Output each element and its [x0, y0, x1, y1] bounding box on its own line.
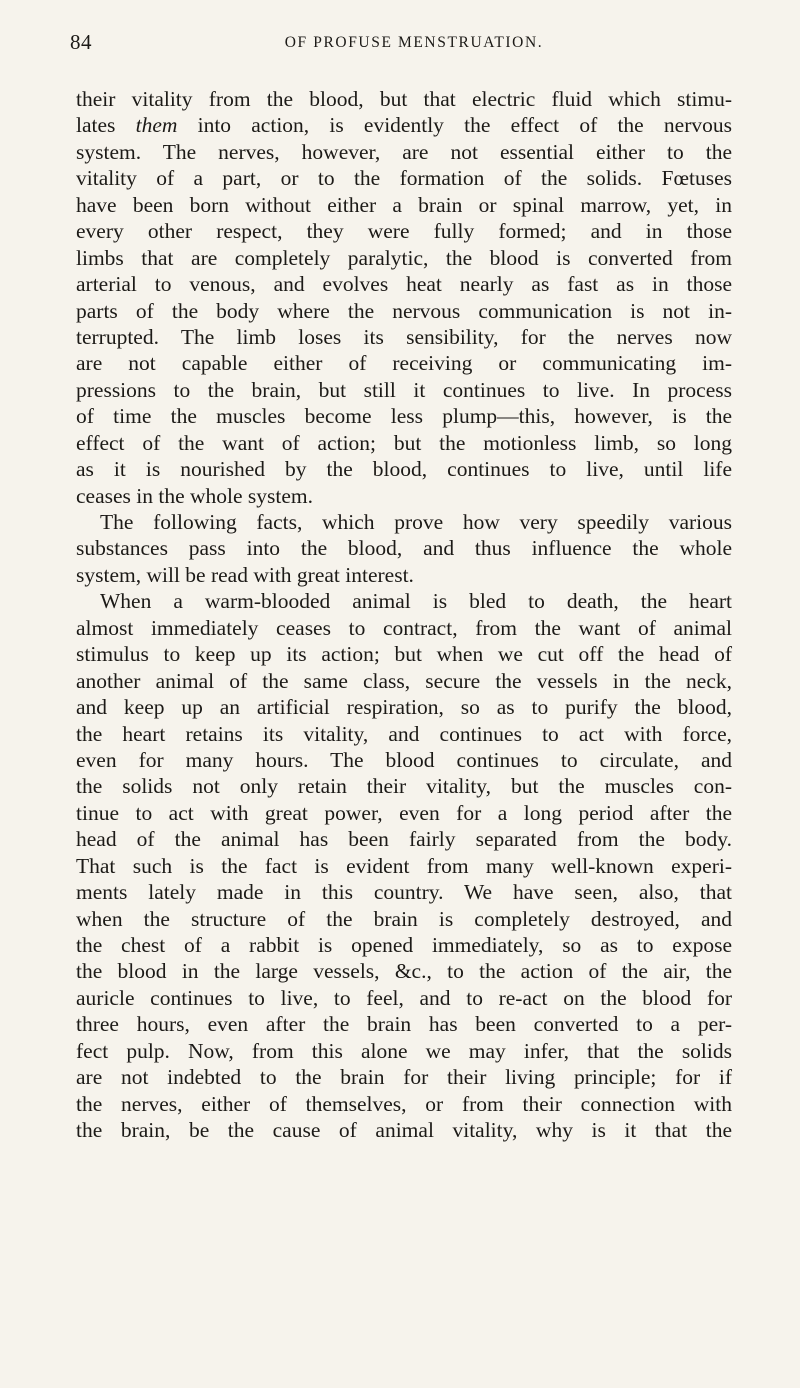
- text-line: ceases in the whole system.: [76, 483, 314, 508]
- text-line: the solids not only retain their vitality, but the muscles con-: [76, 774, 732, 799]
- text-line: [76, 112, 732, 138]
- text-line: head of the animal has been fairly separated from the body.: [76, 827, 732, 852]
- emphasized-word: them: [135, 113, 178, 138]
- text-line: the chest of a rabbit is opened immediately, so as to expose: [76, 933, 732, 957]
- text-line: vitality of a part, or to the formation of the solids. Fœtuses: [76, 166, 732, 191]
- text-line: even for many hours. The blood continues to circulate, and: [76, 747, 732, 772]
- text-line: arterial to venous, and evolves heat nearly as fast as in those: [76, 272, 732, 297]
- text-line: of time the muscles become less plump—this, however, is the: [76, 404, 732, 429]
- text-line: almost immediately ceases to contract, from the want of animal: [76, 615, 732, 640]
- text-line: system, will be read with great interest.: [76, 562, 414, 587]
- text-line: the nerves, either of themselves, or from their connection with: [76, 1091, 732, 1116]
- text-line: That such is the fact is evident from many well-known experi-: [76, 853, 732, 878]
- text-line: stimulus to keep up its action; but when we cut off the head of: [76, 642, 732, 667]
- text-line: every other respect, they were fully formed; and in those: [76, 219, 732, 244]
- body-text: [76, 86, 732, 1144]
- text-line: When a warm-blooded animal is bled to death, the heart: [100, 589, 732, 614]
- text-line: the blood in the large vessels, &c., to the action of the air, the: [76, 959, 732, 984]
- text-line: effect of the want of action; but the motionless limb, so long: [76, 430, 732, 455]
- text-line: as it is nourished by the blood, continues to live, until life: [76, 457, 732, 482]
- text-line: fect pulp. Now, from this alone we may infer, that the solids: [76, 1038, 732, 1063]
- text-segment: into action, is evidently the effect of the nervous: [177, 113, 732, 138]
- running-head: OF PROFUSE MENSTRUATION.: [284, 34, 544, 51]
- text-line: the brain, be the cause of animal vitality, why is it that the: [76, 1118, 732, 1143]
- text-line: pressions to the brain, but still it continues to live. In process: [76, 377, 732, 402]
- text-line: system. The nerves, however, are not essential either to the: [76, 139, 732, 164]
- text-line: parts of the body where the nervous communication is not in-: [76, 298, 732, 323]
- text-line: limbs that are completely paralytic, the blood is converted from: [76, 245, 732, 270]
- text-line: their vitality from the blood, but that electric fluid which stimu-: [76, 87, 732, 111]
- text-line: are not indebted to the brain for their living principle; for if: [76, 1065, 732, 1090]
- page-header: [70, 30, 732, 64]
- text-line: auricle continues to live, to feel, and to re-act on the blood for: [76, 985, 732, 1010]
- book-page: [70, 30, 732, 1144]
- text-line: three hours, even after the brain has been converted to a per-: [76, 1012, 732, 1037]
- page-number: 84: [70, 30, 92, 54]
- text-segment: lates: [76, 113, 136, 138]
- text-line: are not capable either of receiving or communicating im-: [76, 351, 732, 376]
- text-line: the heart retains its vitality, and continues to act with force,: [76, 721, 732, 746]
- text-line: and keep up an artificial respiration, so as to purify the blood,: [76, 695, 732, 720]
- text-line: when the structure of the brain is completely destroyed, and: [76, 906, 732, 931]
- text-line: another animal of the same class, secure the vessels in the neck,: [76, 668, 732, 693]
- text-line: terrupted. The limb loses its sensibility, for the nerves now: [76, 324, 732, 349]
- text-line: have been born without either a brain or spinal marrow, yet, in: [76, 192, 732, 217]
- text-line: ments lately made in this country. We have seen, also, that: [76, 880, 732, 905]
- text-line: The following facts, which prove how very speedily various: [100, 510, 732, 534]
- text-line: tinue to act with great power, even for a long period after the: [76, 800, 732, 825]
- text-line: substances pass into the blood, and thus influence the whole: [76, 536, 732, 561]
